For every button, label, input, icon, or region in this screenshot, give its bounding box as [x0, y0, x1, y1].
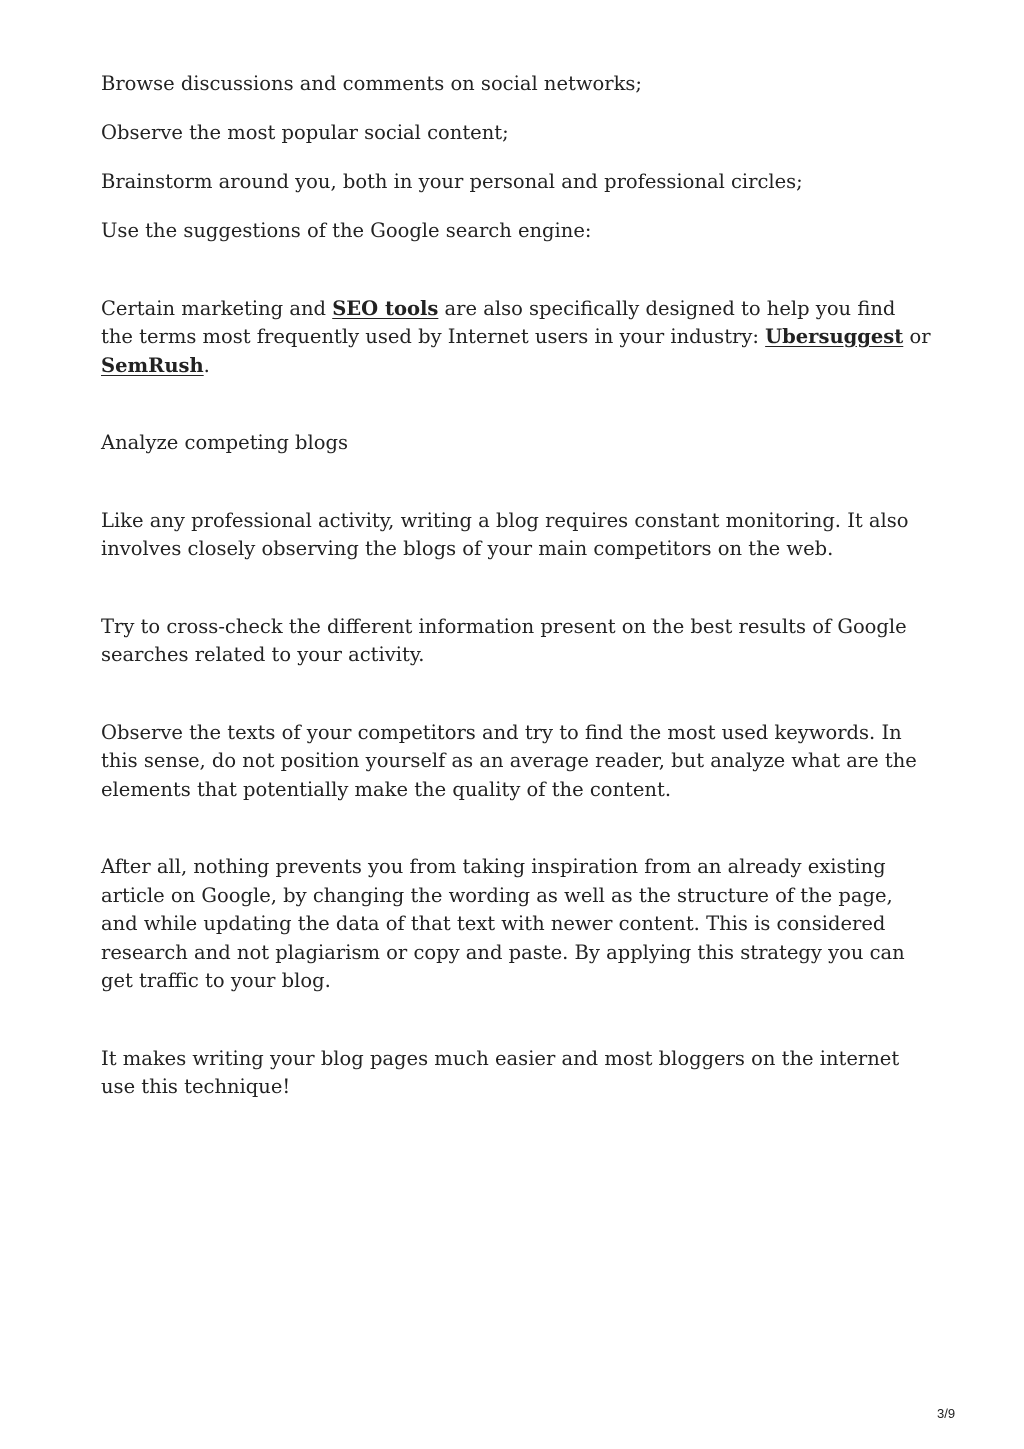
section-heading-analyze-competing-blogs: Analyze competing blogs [101, 431, 348, 454]
seo-text-d: . [203, 353, 210, 377]
paragraph-brainstorm: Brainstorm around you, both in your personal and professional circles; [101, 170, 803, 193]
seo-text-c: or [903, 325, 931, 348]
seo-tools-link[interactable]: SEO tools [332, 296, 439, 320]
seo-text-a: Certain marketing and [101, 296, 333, 320]
paragraph-cross-check: Try to cross-check the different information present on the best results of Google searches related to your activity. [101, 614, 907, 666]
paragraph-observe-competitors: Observe the texts of your competitors and try to find the most used keywords. In this sense, do not position yourself as an average reader, but analyze what are the elements that potentially make the quality of the content. [101, 720, 917, 801]
paragraph-google-suggestions: Use the suggestions of the Google search engine: [101, 219, 592, 242]
paragraph-social-networks: Browse discussions and comments on social networks; [101, 72, 642, 95]
paragraph-professional-activity: Like any professional activity, writing a blog requires constant monitoring. It also involves closely observing the blogs of your main competitors on the web. [101, 508, 909, 560]
document-body [101, 70, 931, 1102]
ubersuggest-link[interactable]: Ubersuggest [765, 325, 904, 348]
paragraph-conclusion: It makes writing your blog pages much easier and most bloggers on the internet use this technique! [101, 1046, 900, 1098]
page-number: 3/9 [937, 1406, 956, 1421]
semrush-link[interactable]: SemRush [101, 353, 204, 377]
paragraph-inspiration: After all, nothing prevents you from taking inspiration from an already existing article on Google, by changing the wording as well as the structure of the page, and while updating the data of that text with newer content. This is considered research and not plagiarism or copy and paste. By applying this strategy you can get traffic to your blog. [101, 855, 905, 992]
paragraph-popular-content: Observe the most popular social content; [101, 121, 509, 144]
paragraph-seo-tools [101, 295, 931, 381]
seo-text-b: are also specifically designed to help you find the terms most frequently used by Internet users in your industry: [101, 296, 896, 348]
